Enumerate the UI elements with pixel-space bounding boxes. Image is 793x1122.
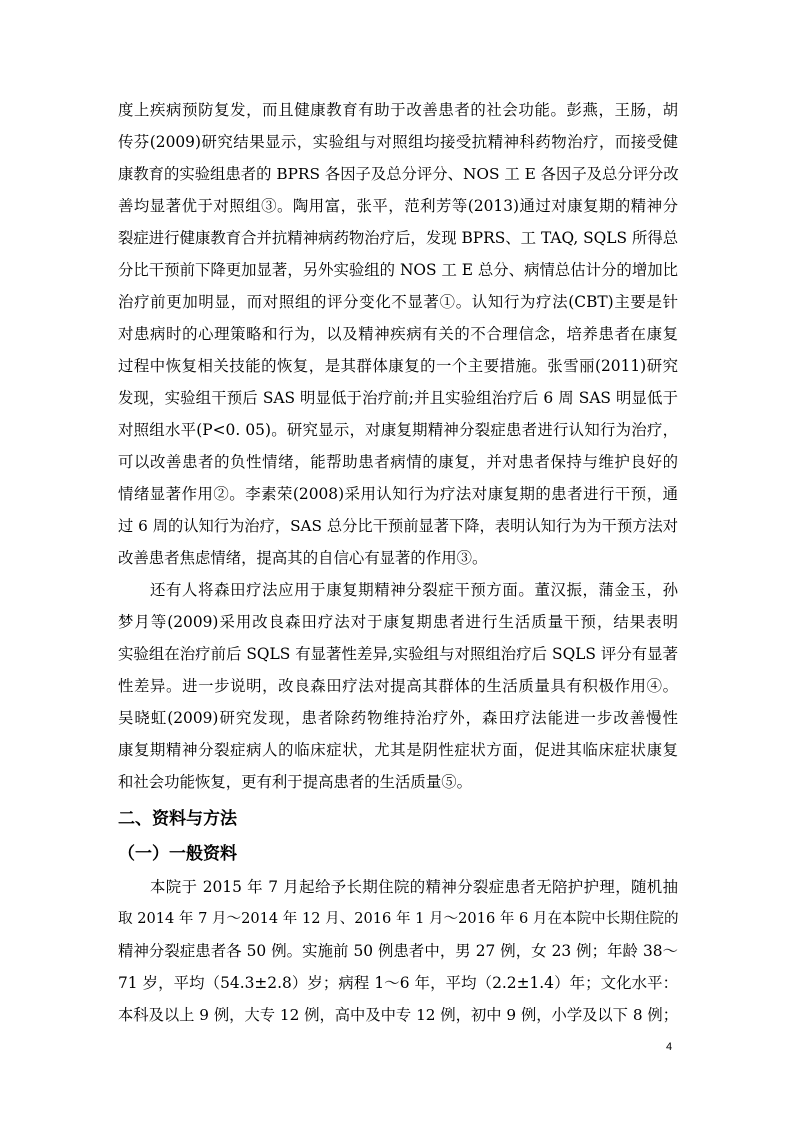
text-line: 康教育的实验组患者的 BPRS 各因子及总分评分、NOS 工 E 各因子及总分评分改 [118, 165, 679, 183]
subsection-heading: （一）一般资料 [118, 844, 237, 864]
text-line: 对患病时的心理策略和行为，以及精神疾病有关的不合理信念，培养患者在康复 [118, 325, 678, 343]
text-line: 和社会功能恢复，更有利于提高患者的生活质量⑤。 [118, 773, 472, 791]
page-number: 4 [666, 1041, 673, 1053]
text-line: 过程中恢复相关技能的恢复，是其群体康复的一个主要措施。张雪丽(2011)研究 [118, 357, 678, 375]
text-line: 对照组水平(P<0. 05)。研究显示，对康复期精神分裂症患者进行认知行为治疗， [118, 421, 678, 439]
text-line: 改善患者焦虑情绪，提高其的自信心有显著的作用③。 [118, 549, 488, 567]
text-line: 性差异。进一步说明，改良森田疗法对提高其群体的生活质量具有积极作用④。 [118, 677, 678, 695]
text-line: 过 6 周的认知行为治疗，SAS 总分比干预前显著下降，表明认知行为为干预方法对 [118, 517, 678, 535]
text-line: 裂症进行健康教育合并抗精神病药物治疗后，发现 BPRS、工 TAQ, SQLS 所得总 [118, 229, 679, 247]
text-line: 度上疾病预防复发，而且健康教育有助于改善患者的社会功能。彭燕，王肠，胡 [118, 101, 678, 119]
text-line: 还有人将森田疗法应用于康复期精神分裂症干预方面。董汉振，蒲金玉，孙 [150, 581, 678, 599]
text-line: 梦月等(2009)采用改良森田疗法对于康复期患者进行生活质量干预，结果表明 [118, 613, 678, 631]
text-line: 善均显著优于对照组③。陶用富，张平，范利芳等(2013)通过对康复期的精神分 [118, 197, 678, 215]
text-line: 吴晓虹(2009)研究发现，患者除药物维持治疗外，森田疗法能进一步改善慢性 [118, 709, 678, 727]
text-line: 取 2014 年 7 月～2014 年 12 月、2016 年 1 月～2016 年 6 月在本院中长期住院的 [118, 910, 679, 927]
text-line: 本院于 2015 年 7 月起给予长期住院的精神分裂症患者无陪护护理，随机抽 [150, 878, 678, 896]
text-line: 可以改善患者的负性情绪，能帮助患者病情的康复，并对患者保持与维护良好的 [118, 453, 678, 471]
text-line: 治疗前更加明显，而对照组的评分变化不显著①。认知行为疗法(CBT)主要是针 [118, 293, 678, 311]
text-line: 康复期精神分裂症病人的临床症状，尤其是阴性症状方面，促进其临床症状康复 [118, 741, 678, 759]
section-heading: 二、资料与方法 [118, 809, 237, 829]
text-line: 精神分裂症患者各 50 例。实施前 50 例患者中，男 27 例，女 23 例；年龄 38～ [118, 942, 678, 960]
text-line: 情绪显著作用②。李素荣(2008)采用认知行为疗法对康复期的患者进行干预，通 [118, 485, 678, 503]
text-line: 传芬(2009)研究结果显示，实验组与对照组均接受抗精神科药物治疗，而接受健 [118, 133, 678, 151]
text-line: 分比干预前下降更加显著，另外实验组的 NOS 工 E 总分、病情总估计分的增加比 [118, 261, 678, 279]
text-line: 实验组在治疗前后 SQLS 有显著性差异,实验组与对照组治疗后 SQLS 评分有显著 [118, 645, 678, 663]
text-line: 发现，实验组干预后 SAS 明显低于治疗前;并且实验组治疗后 6 周 SAS 明显低于 [118, 389, 679, 407]
text-line: 本科及以上 9 例，大专 12 例，高中及中专 12 例，初中 9 例，小学及以下 8 例； [118, 1006, 678, 1024]
text-line: 71 岁，平均（54.3±2.8）岁；病程 1～6 年，平均（2.2±1.4）年；文化水平： [118, 974, 678, 992]
